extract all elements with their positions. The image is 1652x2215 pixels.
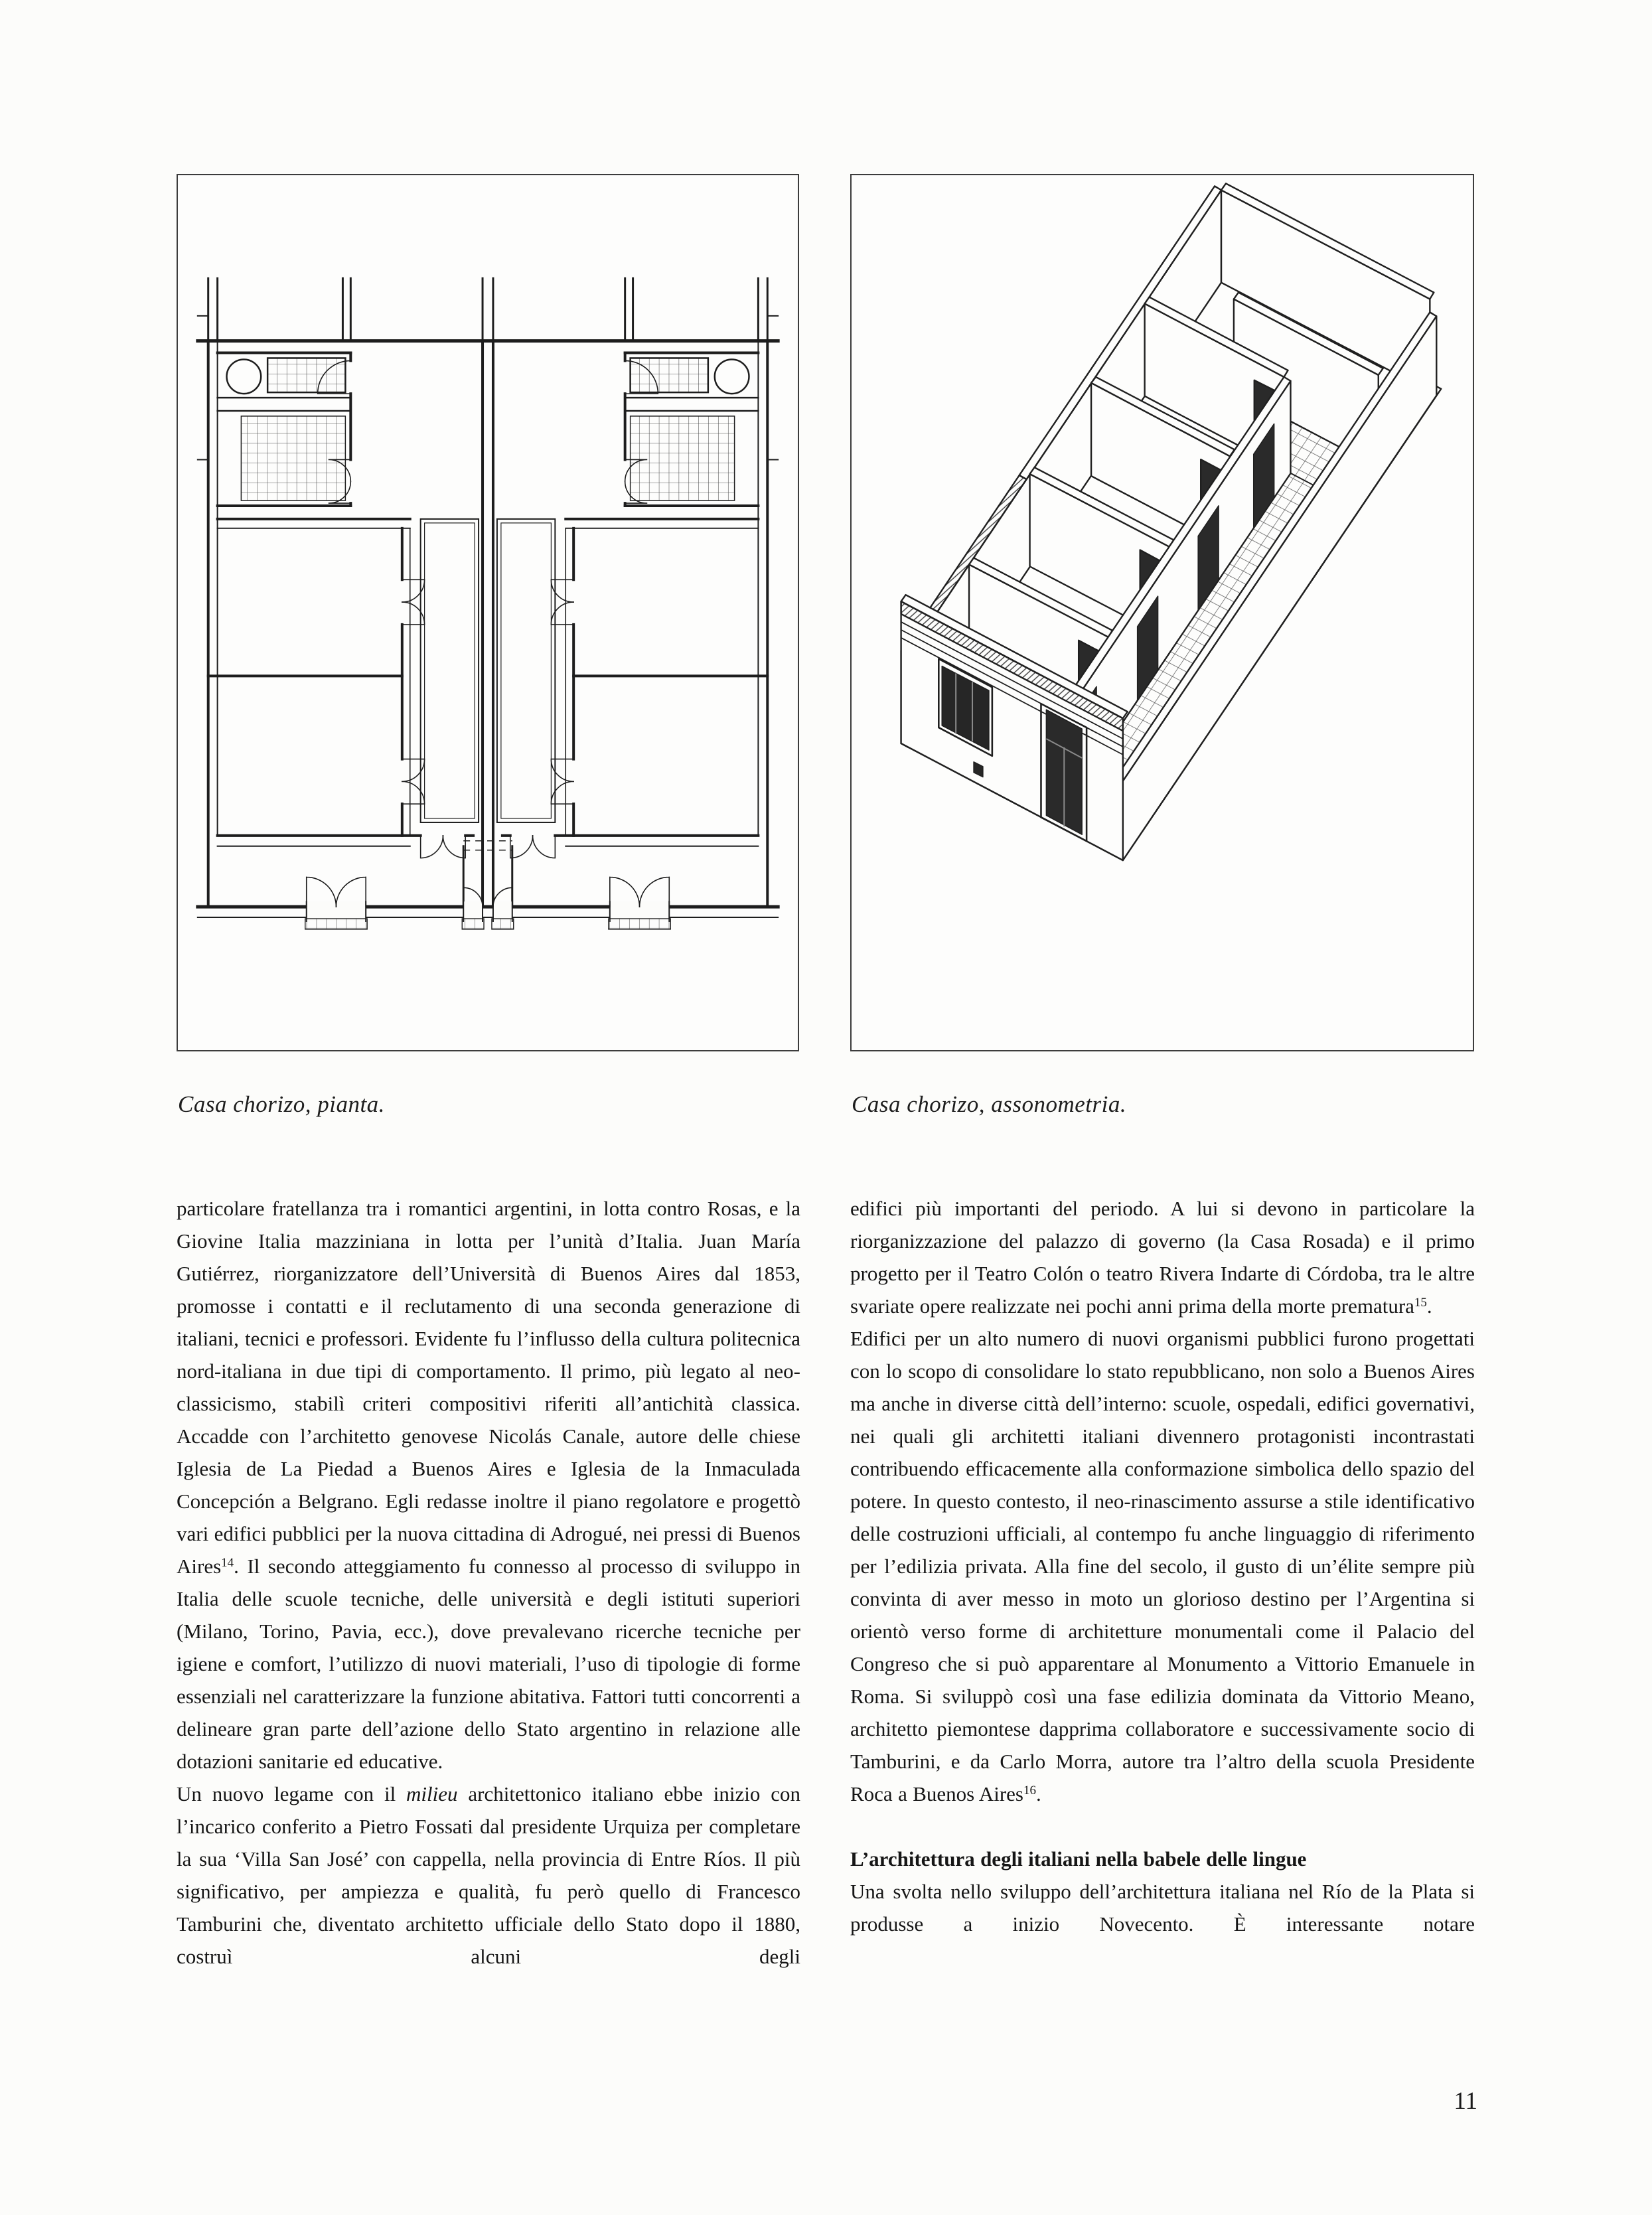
section-heading: L’architettura degli italiani nella babele delle lingue [850, 1847, 1307, 1871]
paragraph: Edifici per un alto numero di nuovi organismi pubblici furono progettati con lo scopo di consolidare lo stato repubblicano, non solo a Buenos Aires ma anche in diverse città dell’interno: scuole, ospedali, edifici governativi, nei quali gli architetti italiani divennero protagonisti incontrastati contribuendo efficacemente alla conformazione simbolica dello spazio del potere. In questo contesto, il neo-rinascimento assurse a stile identificativo delle costruzioni ufficiali, al contempo fu anche linguaggio di riferimento per l’edilizia privata. Alla fine del secolo, il gusto di un’élite sempre più convinta di aver messo in moto un glorioso destino per l’Argentina si orientò verso forme di architetture monumentali come il Palacio del Congreso che si può apparentare al Monumento a Vittorio Emanuele in Roma. Si sviluppò così una fase edilizia dominata da Vittorio Meano, architetto piemontese dapprima collaboratore e successivamente socio di Tamburini, e da Carlo Morra, autore tra l’altro della scuola Presidente Roca a Buenos Aires$^{16}$. [850, 1327, 1475, 1805]
caption-floor-plan: Casa chorizo, pianta. [178, 1091, 385, 1117]
caption-axonometric: Casa chorizo, assonometria. [852, 1091, 1127, 1117]
footnote-reference: 15 [1414, 1296, 1427, 1310]
paragraph: edifici più importanti del periodo. A lui si devono in particolare la riorganizzazione del palazzo di governo (la Casa Rosada) e il primo progetto per il Teatro Colón o teatro Rivera Indarte di Córdoba, tra le altre svariate opere realizzate nei pochi anni prima della morte prematura$^{15}$. [850, 1197, 1475, 1318]
footnote-reference: 14 [221, 1556, 234, 1570]
page-number: 11 [1454, 2088, 1477, 2115]
figure-axonometric [850, 174, 1474, 1051]
text-column-left [177, 1192, 800, 1973]
axonometric-drawing [852, 175, 1473, 1050]
paragraph: Un nuovo legame con il milieu architettonico italiano ebbe inizio con l’incarico conferito a Pietro Fossati dal presidente Urquiza per completare la sua ‘Villa San José’ con cappella, nella provincia di Entre Ríos. Il più significativo, per ampiezza e qualità, fu però quello di Francesco Tamburini che, diventato architetto ufficiale dello Stato dopo il 1880, costruì alcuni degli [177, 1782, 800, 1968]
paragraph: Una svolta nello sviluppo dell’architettura italiana nel Río de la Plata si produsse a inizio Novecento. È interessante notare [850, 1880, 1475, 1936]
paragraph: particolare fratellanza tra i romantici argentini, in lotta contro Rosas, e la Giovine Italia mazziniana in lotta per l’unità d’Italia. Juan María Gutiérrez, riorganizzatore dell’Università di Buenos Aires dal 1853, promosse i contatti e il reclutamento di una seconda generazione di italiani, tecnici e professori. Evidente fu l’influsso della cultura politecnica nord-italiana in due tipi di comportamento. Il primo, più legato al neo-classicismo, stabilì criteri compositivi riferiti all’antichità classica. Accadde con l’architetto genovese Nicolás Canale, autore delle chiese Iglesia de La Piedad a Buenos Aires e Iglesia de la Inmaculada Concepción a Belgrano. Egli redasse inoltre il piano regolatore e progettò vari edifici pubblici per la nuova cittadina di Adrogué, nei pressi di Buenos Aires$^{14}$. Il secondo atteggiamento fu connesso al processo di sviluppo in Italia delle scuole tecniche, delle università e degli istituti superiori (Milano, Torino, Pavia, ecc.), dove prevalevano ricerche tecniche per igiene e comfort, l’utilizzo di nuovi materiali, l’uso di tipologie di forme essenziali nel caratterizzare la funzione abitativa. Fattori tutti concorrenti a delineare gran parte dell’azione dello Stato argentino in relazione alle dotazioni sanitarie ed educative. [177, 1197, 800, 1773]
text-column-right [850, 1192, 1475, 1940]
figure-floor-plan [177, 174, 799, 1051]
floor-plan-drawing [178, 175, 798, 1050]
footnote-reference: 16 [1023, 1784, 1037, 1797]
